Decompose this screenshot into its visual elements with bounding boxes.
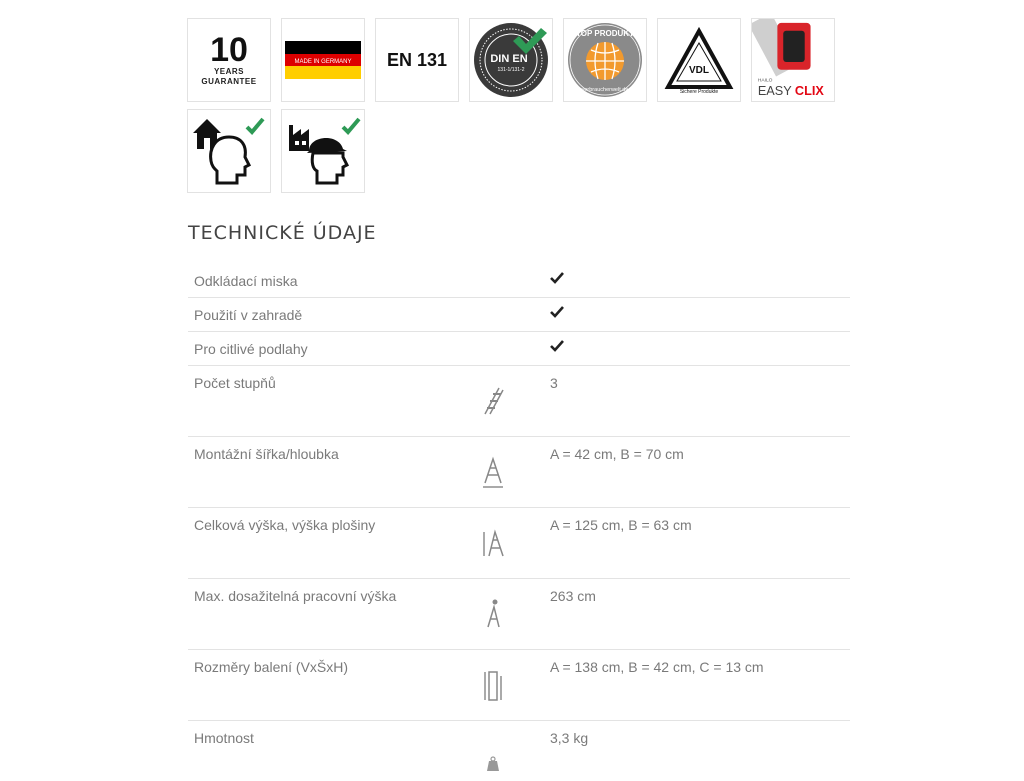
home-user-icon [189,111,269,191]
guarantee-badge [187,18,271,102]
width-depth-icon [481,455,505,489]
steps-icon [481,384,505,418]
made-in-germany-badge [281,18,365,102]
spec-label: Pro citlivé podlahy [194,341,308,357]
spec-row [188,721,850,781]
spec-label: Použití v zahradě [194,307,303,323]
guarantee-line1: YEARS [213,67,245,76]
vdl-mark: VDL [689,65,709,76]
spec-value: 263 cm [550,588,596,604]
working-height-icon [481,597,505,631]
easy-word: EASY [757,84,792,99]
din-en-seal-icon [471,20,551,100]
section-title: TECHNICKÉ ÚDAJE [188,222,377,244]
spec-row [188,650,850,721]
spec-label: Počet stupňů [194,375,276,391]
spec-row [188,264,850,298]
spec-value: 3 [550,375,558,391]
top-produkt-label: TOP PRODUKT [576,29,634,38]
spec-value: A = 42 cm, B = 70 cm [550,446,684,462]
made-in-label: MADE IN GERMANY [294,59,352,65]
spec-label: Hmotnost [194,730,254,746]
package-icon [481,668,505,702]
verbraucherwelt-label: verbraucherwelt.de [581,87,629,93]
factory-worker-icon [283,111,363,191]
spec-label: Rozměry balení (VxŠxH) [194,659,349,675]
spec-value: 3,3 kg [550,730,589,746]
vdl-triangle-icon [664,25,734,95]
din-en-label: DIN EN [490,53,528,65]
spec-row [188,508,850,579]
din-en-badge [469,18,553,102]
vdl-sub: Sichere Produkte [679,89,719,95]
spec-label: Odkládací miska [194,273,298,289]
easy-clix-logo-icon [752,18,834,102]
top-produkt-seal-icon [565,20,645,100]
checkmark-icon [550,305,564,319]
spec-row [188,437,850,508]
spec-row [188,366,850,437]
spec-row [188,298,850,332]
spec-value: A = 138 cm, B = 42 cm, C = 13 cm [550,659,764,675]
clix-word: CLIX [794,84,824,99]
easy-clix-badge [751,18,835,102]
top-produkt-badge [563,18,647,102]
height-icon [481,526,505,560]
easy-clix-brand: HAILO [757,78,773,84]
spec-row [188,332,850,366]
professional-use-badge [281,109,365,193]
spec-value: A = 125 cm, B = 63 cm [550,517,692,533]
spec-table [188,264,850,781]
spec-label: Celková výška, výška plošiny [194,517,376,533]
guarantee-line2: GUARANTEE [201,77,257,86]
badge-row-1 [187,18,867,102]
en131-badge [375,18,459,102]
german-flag-icon [285,41,361,79]
checkmark-icon [550,271,564,285]
checkmark-icon [550,339,564,353]
home-use-badge [187,109,271,193]
din-en-sub: 131-1/131-2 [497,67,525,73]
en131-label: EN 131 [386,49,448,70]
guarantee-years: 10 [210,31,248,69]
vdl-badge [657,18,741,102]
certification-badges [187,18,867,200]
spec-row [188,579,850,650]
spec-label: Max. dosažitelná pracovní výška [194,588,397,604]
spec-label: Montážní šířka/hloubka [194,446,339,462]
badge-row-2 [187,109,867,193]
